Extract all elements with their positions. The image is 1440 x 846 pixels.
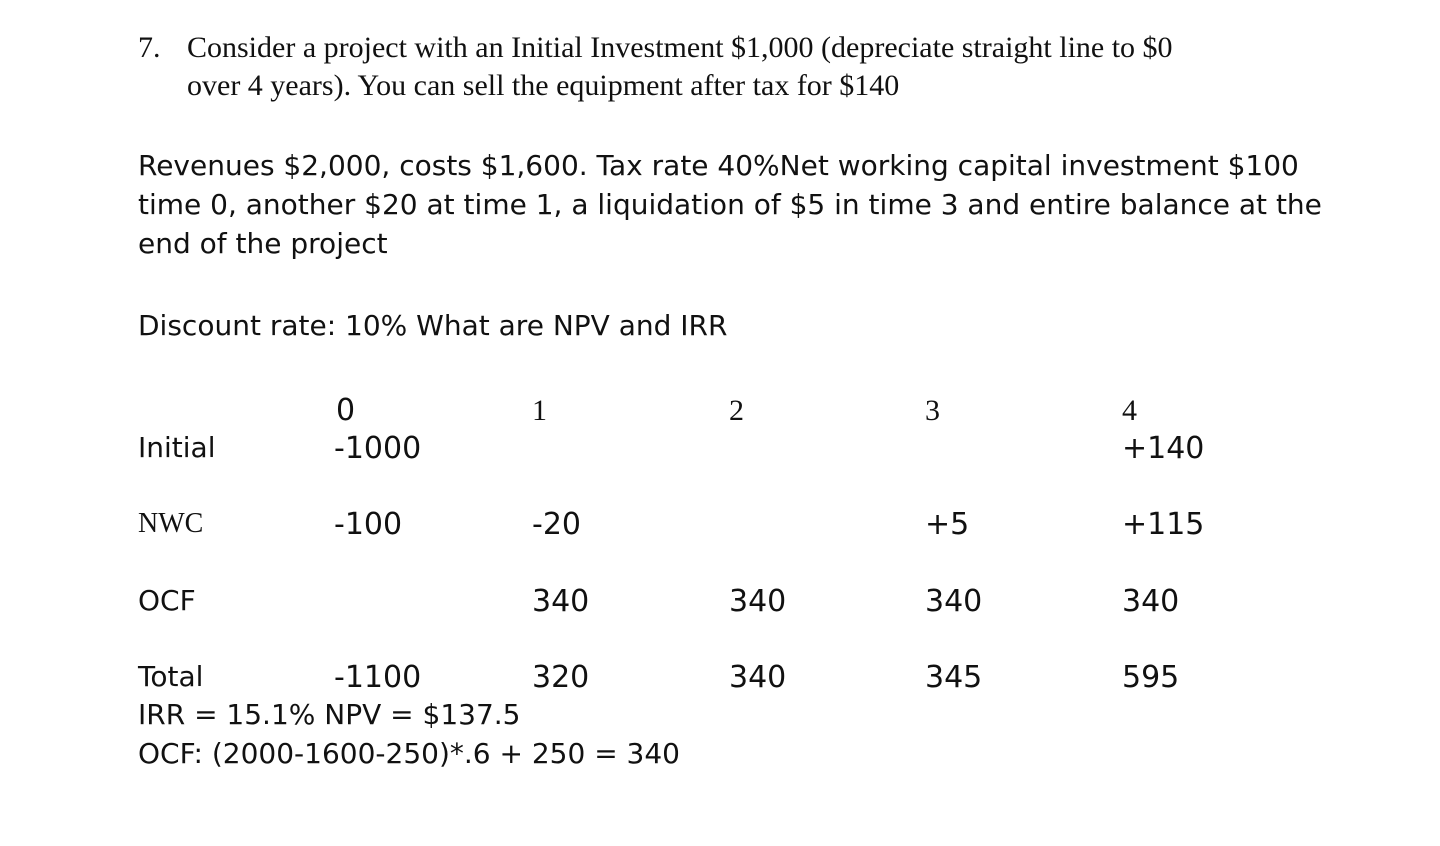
ocf-formula: OCF: (2000-1600-250)*.6 + 250 = 340 (138, 737, 680, 770)
table-cell: -20 (532, 507, 581, 542)
table-cell: 320 (532, 660, 590, 695)
paragraph-line-1: Revenues $2,000, costs $1,600. Tax rate 40%Net working capital investment $100 (138, 149, 1299, 182)
table-cell: -1100 (334, 660, 422, 695)
row-label-nwc: NWC (138, 508, 204, 539)
paragraph-line-2: time 0, another $20 at time 1, a liquidation of $5 in time 3 and entire balance at the (138, 188, 1322, 221)
table-cell: -1000 (334, 431, 422, 466)
question-number: 7. (138, 31, 161, 64)
table-cell: +5 (925, 507, 970, 542)
table-cell: 340 (1122, 584, 1180, 619)
row-label-ocf: OCF (138, 584, 196, 617)
table-cell: 340 (925, 584, 983, 619)
paragraph-line-3: end of the project (138, 227, 388, 260)
table-cell: 340 (532, 584, 590, 619)
year-header-2: 2 (729, 394, 744, 427)
row-label-initial: Initial (138, 431, 216, 464)
table-cell: 340 (729, 584, 787, 619)
table-cell: 595 (1122, 660, 1180, 695)
year-header-4: 4 (1122, 394, 1137, 427)
year-header-0: 0 (336, 393, 356, 428)
year-header-3: 3 (925, 394, 940, 427)
table-cell: +115 (1122, 507, 1205, 542)
table-cell: 340 (729, 660, 787, 695)
question-text-line-2: over 4 years). You can sell the equipment after tax for $140 (187, 69, 900, 102)
irr-npv-result: IRR = 15.1% NPV = $137.5 (138, 698, 521, 731)
table-cell: +140 (1122, 431, 1205, 466)
discount-rate-line: Discount rate: 10% What are NPV and IRR (138, 309, 728, 342)
year-header-1: 1 (532, 394, 547, 427)
question-text-line-1: Consider a project with an Initial Investment $1,000 (depreciate straight line to $0 (187, 31, 1173, 64)
row-label-total: Total (138, 660, 204, 693)
table-cell: -100 (334, 507, 403, 542)
table-cell: 345 (925, 660, 983, 695)
